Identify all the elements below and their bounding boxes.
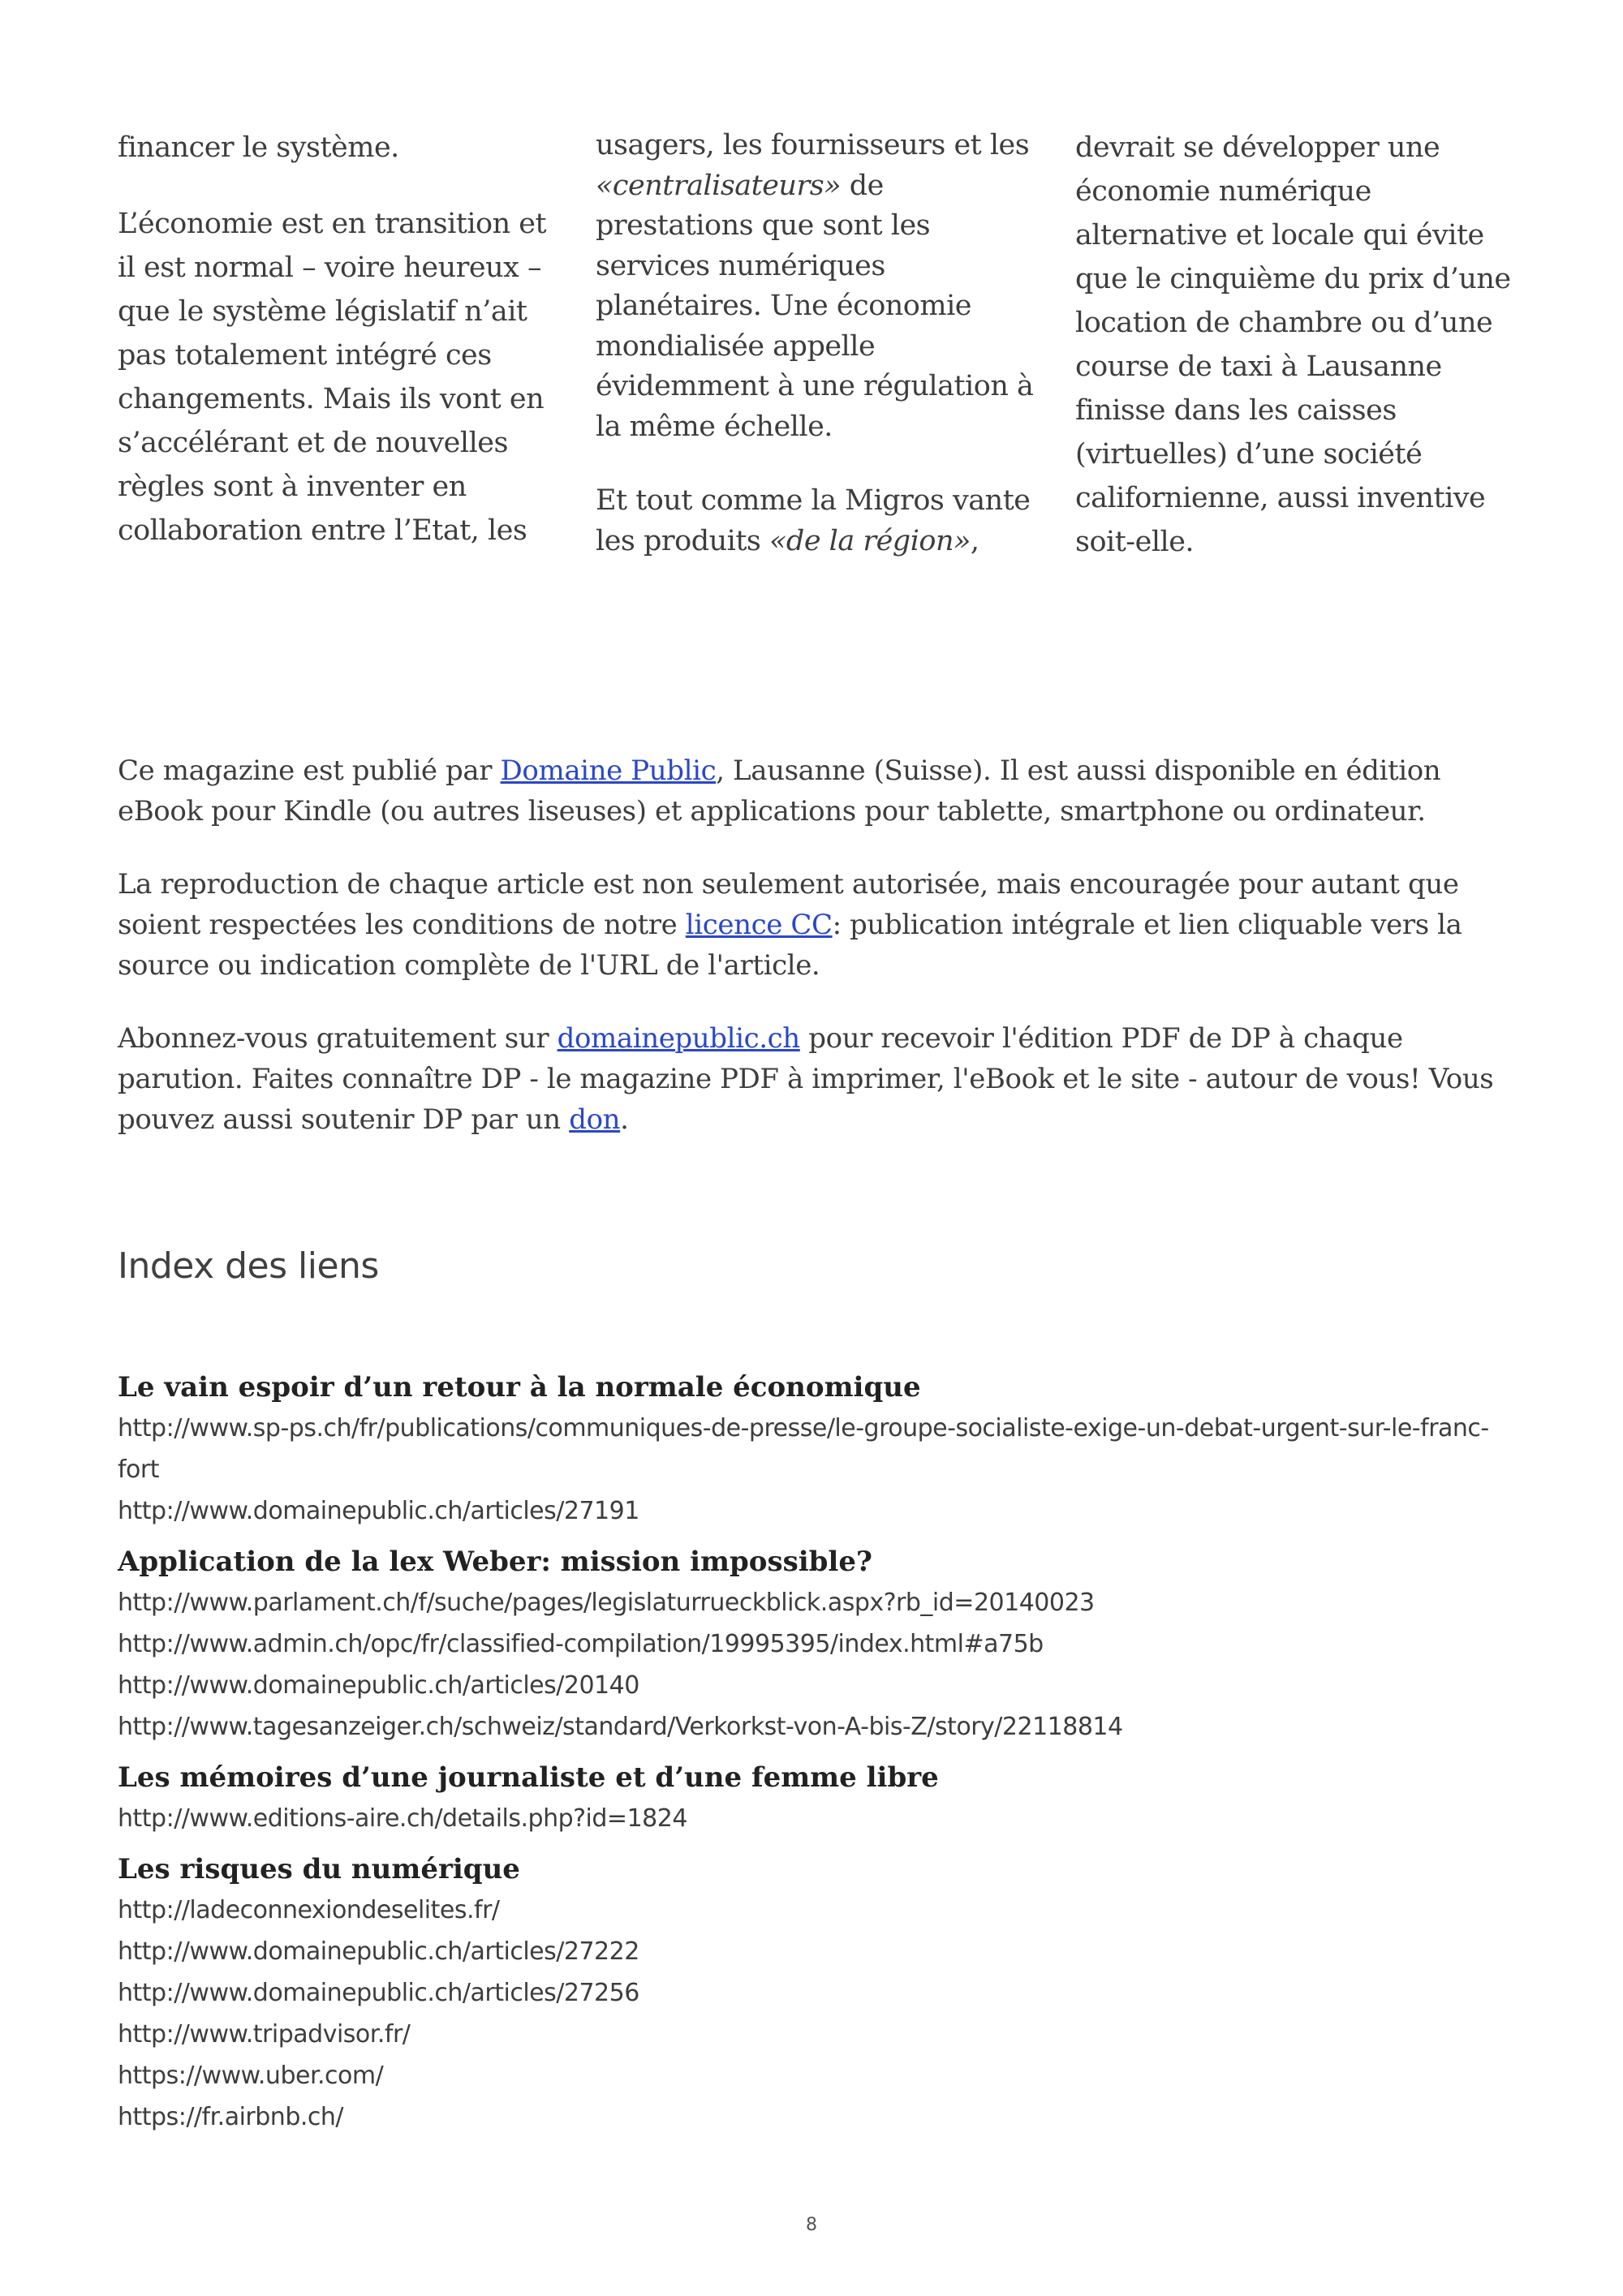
column-2-paragraph-2 [596, 481, 1034, 561]
text-run: usagers, les fournisseurs et les [596, 129, 1030, 161]
column-2 [596, 126, 1034, 595]
domainepublic-site-link[interactable]: domainepublic.ch [557, 1022, 800, 1055]
index-section [118, 1367, 1522, 1532]
publication-notice [118, 750, 1522, 1172]
index-url[interactable]: http://www.domainepublic.ch/articles/20140 [118, 1671, 639, 1700]
notice-paragraph-subscribe [118, 1018, 1522, 1140]
index-url[interactable]: https://fr.airbnb.ch/ [118, 2103, 344, 2131]
index-section [118, 1541, 1522, 1748]
notice-paragraph-license [118, 864, 1522, 986]
article-columns [118, 126, 1513, 564]
index-url[interactable]: http://www.sp-ps.ch/fr/publications/communiques-de-presse/le-groupe-socialiste-exige-un-debat-urgent-sur-le-franc-fort [118, 1414, 1489, 1484]
index-url[interactable]: http://www.editions-aire.ch/details.php?id=1824 [118, 1804, 687, 1833]
column-2-paragraph-1 [596, 126, 1034, 447]
index-section-heading: Le vain espoir d’un retour à la normale économique [118, 1371, 921, 1404]
index-section-heading: Application de la lex Weber: mission impossible? [118, 1546, 872, 1578]
text-run: : publication intégrale et lien cliquable vers la source ou indication complète de l'URL de l'article. [118, 909, 1462, 982]
text-run: Et tout comme la Migros vante les produits [596, 484, 1031, 557]
column-1-paragraph-2: L’économie est en transition et il est normal – voire heureux – que le système législatif n’ait pas totalement intégré ces changements. Mais ils vont en s’accélérant et de nouvelles règles sont à inventer en collaboration entre l’Etat, les [118, 208, 547, 547]
column-1-paragraph-1: financer le système. [118, 131, 399, 164]
column-3-paragraph-1: devrait se développer une économie numérique alternative et locale qui évite que le cinquième du prix d’une location de chambre ou d’une course de taxi à Lausanne finisse dans les caisses (virtuelles) d’une société californienne, aussi inventive soit-elle. [1075, 131, 1511, 558]
index-url[interactable]: https://www.uber.com/ [118, 2062, 384, 2090]
index-url[interactable]: http://www.domainepublic.ch/articles/27222 [118, 1937, 639, 1966]
notice-paragraph-publisher [118, 750, 1522, 832]
text-run: pour recevoir l'édition PDF de DP à chaque parution. Faites connaître DP - le magazine PDF à imprimer, l'eBook et le site - autour de vous! Vous pouvez aussi soutenir DP par un [118, 1022, 1494, 1136]
licence-cc-link[interactable]: licence CC [685, 909, 833, 941]
index-section-heading: Les risques du numérique [118, 1853, 520, 1885]
domaine-public-link[interactable]: Domaine Public [500, 755, 717, 787]
column-3 [1075, 126, 1513, 596]
text-run: . [620, 1103, 629, 1136]
page-number: 8 [806, 2215, 817, 2235]
index-section-heading: Les mémoires d’une journaliste et d’une femme libre [118, 1761, 939, 1794]
index-url[interactable]: http://www.domainepublic.ch/articles/27191 [118, 1497, 639, 1525]
index-url[interactable]: http://www.domainepublic.ch/articles/27256 [118, 1979, 639, 2007]
emphasis-text: «centralisateurs» [596, 169, 842, 202]
emphasis-text: «de la région» [769, 524, 971, 557]
donation-link[interactable]: don [569, 1103, 621, 1136]
text-run: , Lausanne (Suisse). Il est aussi disponible en édition eBook pour Kindle (ou autres liseuses) et applications pour tablette, smartphone ou ordinateur. [118, 755, 1441, 828]
index-section [118, 1757, 1522, 1839]
column-1 [118, 126, 556, 585]
index-url[interactable]: http://ladeconnexiondeselites.fr/ [118, 1896, 500, 1924]
index-url[interactable]: http://www.tripadvisor.fr/ [118, 2020, 411, 2049]
text-run: de prestations que sont les services numériques planétaires. Une économie mondialisée appelle évidemment à une régulation à la même échelle. [596, 169, 1034, 443]
index-url[interactable]: http://www.tagesanzeiger.ch/schweiz/standard/Verkorkst-von-A-bis-Z/story/22118814 [118, 1713, 1123, 1741]
link-index [118, 1367, 1522, 2148]
text-run: , [970, 524, 979, 557]
index-url[interactable]: http://www.admin.ch/opc/fr/classified-compilation/19995395/index.html#a75b [118, 1630, 1044, 1658]
index-title: Index des liens [118, 1245, 379, 1287]
text-run: Abonnez-vous gratuitement sur [118, 1022, 558, 1055]
text-run: Ce magazine est publié par [118, 755, 501, 787]
index-section [118, 1849, 1522, 2138]
text-run: La reproduction de chaque article est non seulement autorisée, mais encouragée pour autant que soient respectées les conditions de notre [118, 868, 1459, 941]
index-url[interactable]: http://www.parlament.ch/f/suche/pages/legislaturrueckblick.aspx?rb_id=20140023 [118, 1589, 1095, 1617]
